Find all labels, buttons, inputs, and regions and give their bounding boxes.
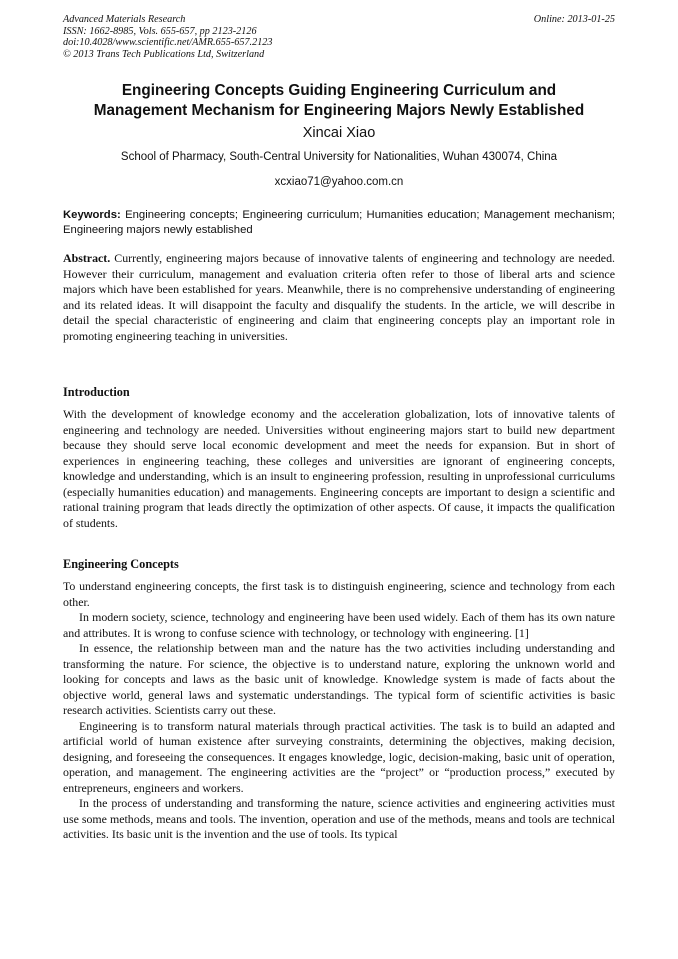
abstract-text: Currently, engineering majors because of innovative talents of engineering and technology are needed. However their curriculum, management and evaluation criteria often refer to those of liberal arts and science majors which have been established for years. Meanwhile, there is no comprehensive understanding of engineering and its related ideas. It will disappoint the faculty and disqualify the students. In the article, we will describe in detail the special characteristic of engineering and claim that engineering concepts play an important role in promoting engineering teaching in universities.: [63, 251, 615, 343]
paper-title: [40, 81, 638, 121]
keywords-label: Keywords:: [63, 209, 121, 221]
introduction-heading: Introduction: [63, 385, 130, 399]
concepts-paragraph-3: In essence, the relationship between man and the nature has the two activities including understanding and transforming the nature. For science, the objective is to understand nature, exploring the unknown world and looking for concepts and laws as the basic unit of knowledge. Knowledge system is made of facts about the objective world, general laws and systematic understandings. The typical form of scientific activities is basic research activities. Scientists carry out these.: [63, 641, 615, 717]
online-date: Online: 2013-01-25: [533, 14, 615, 25]
concepts-paragraph-1: To understand engineering concepts, the first task is to distinguish engineering, science and technology from each other.: [63, 579, 615, 609]
introduction-section: [63, 407, 615, 531]
concepts-paragraph-2: In modern society, science, technology and engineering have been used widely. Each of them has its own nature and attributes. It is wrong to confuse science with technology, or technology with engineering. [1]: [63, 610, 615, 640]
concepts-paragraph-5: In the process of understanding and transforming the nature, science activities and engineering activities must use some methods, means and tools. The invention, operation and use of the methods, means and tools are technical activities. Its basic unit is the invention and the use of tools. Its typical: [63, 796, 615, 841]
introduction-paragraph: With the development of knowledge economy and the acceleration globalization, lots of innovative talents of engineering and technology are needed. Universities without engineering majors start to build new department because they should serve local economic development and meet the needs for expansion. But in short of experiences in engineering teaching, these colleges and universities are ignorant of engineering concepts, knowledge and understanding, which is an insult to engineering profession, resulting in unprofessional curriculums (especially humanities education) and managements. Engineering concepts are important to design a scientific and rational training program that leads directly the optimization of other aspects. Of cause, it impacts the qualification of students.: [63, 407, 615, 530]
journal-header: [63, 14, 615, 60]
engineering-concepts-heading: Engineering Concepts: [63, 557, 179, 571]
keywords-text: Engineering concepts; Engineering curriculum; Humanities education; Management mechanism; Engineering majors newly established: [63, 209, 615, 236]
concepts-paragraph-4: Engineering is to transform natural materials through practical activities. The task is to build an adapted and artificial world of human existence after surveying constraints, determining the objectives, making decision, designing, and foreseeing the consequences. It engages knowledge, logic, decision-making, basic unit of operation, operation, and management. The engineering activities are the “project” or “production process,” executed by entrepreneurs, engineers and workers.: [63, 718, 615, 795]
copyright-line: © 2013 Trans Tech Publications Ltd, Switzerland: [63, 48, 265, 60]
author-affiliation: School of Pharmacy, South-Central University for Nationalities, Wuhan 430074, China: [120, 151, 558, 163]
keywords-block: [63, 208, 615, 237]
title-line-2: Management Mechanism for Engineering Majors Newly Established: [93, 102, 585, 119]
author-name: Xincai Xiao: [302, 125, 376, 141]
author-email: xcxiao71@yahoo.com.cn: [274, 176, 404, 188]
doi-line: doi:10.4028/www.scientific.net/AMR.655-657.2123: [63, 37, 273, 48]
abstract-label: Abstract.: [63, 251, 111, 265]
engineering-concepts-section: [63, 579, 615, 843]
abstract-block: [63, 251, 615, 344]
title-line-1: Engineering Concepts Guiding Engineering Curriculum and: [121, 82, 557, 99]
journal-name: Advanced Materials Research: [63, 14, 186, 25]
issn-line: ISSN: 1662-8985, Vols. 655-657, pp 2123-2126: [63, 25, 257, 37]
